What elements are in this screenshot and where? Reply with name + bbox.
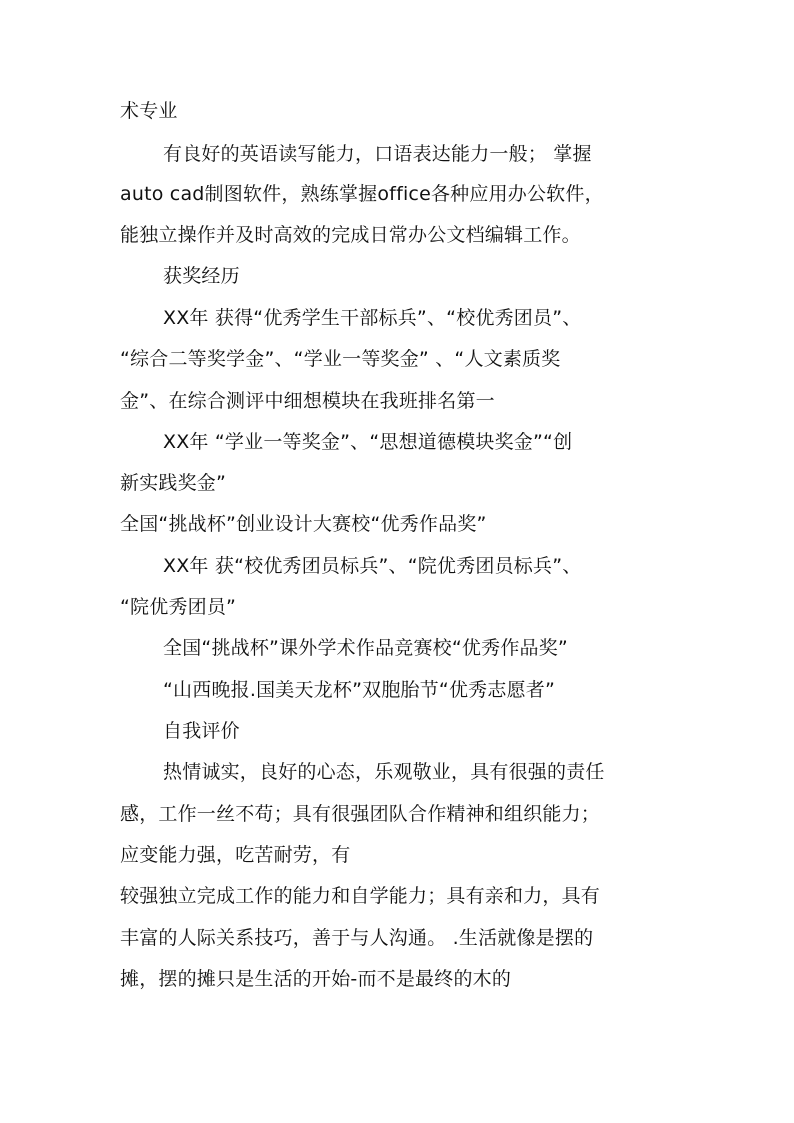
text-line: 应变能力强，吃苦耐劳，有 [120,844,351,866]
section-heading: 获奖经历 [163,265,240,287]
text-line: 热情诚实，良好的心态，乐观敬业，具有很强的责任 [163,761,605,783]
section-heading: 自我评价 [163,720,240,742]
text-line: XX年 “学业一等奖金”、“思想道德模块奖金”“创 [163,431,573,453]
text-line: 感，工作一丝不苟；具有很强团队合作精神和组织能力； [120,803,601,825]
text-line: XX年 获得“优秀学生干部标兵”、“校优秀团员”、 [163,307,582,329]
text-line: 丰富的人际关系技巧，善于与人沟通。 .生活就像是摆的 [120,927,594,949]
text-line: 金”、在综合测评中细想模块在我班排名第一 [120,390,495,412]
text-line: “山西晚报.国美天龙杯”双胞胎节“优秀志愿者” [163,679,556,701]
text-line: 较强独立完成工作的能力和自学能力；具有亲和力，具有 [120,885,601,907]
text-line: 全国“挑战杯”创业设计大赛校“优秀作品奖” [120,513,487,535]
text-line: 新实践奖金” [120,472,227,494]
text-line: “综合二等奖学金”、“学业一等奖金” 、“人文素质奖 [120,348,561,370]
text-line: 能独立操作并及时高效的完成日常办公文档编辑工作。 [120,224,581,246]
text-line: XX年 获“校优秀团员标兵”、“院优秀团员标兵”、 [163,555,582,577]
text-line: 有良好的英语读写能力，口语表达能力一般； 掌握 [163,143,592,165]
text-line: 全国“挑战杯”课外学术作品竞赛校“优秀作品奖” [163,637,568,659]
text-line: 术专业 [120,100,178,122]
text-line: 摊，摆的摊只是生活的开始-而不是最终的木的 [120,968,512,990]
text-line: auto cad制图软件，熟练掌握office各种应用办公软件， [120,183,604,205]
text-line: “院优秀团员” [120,596,237,618]
